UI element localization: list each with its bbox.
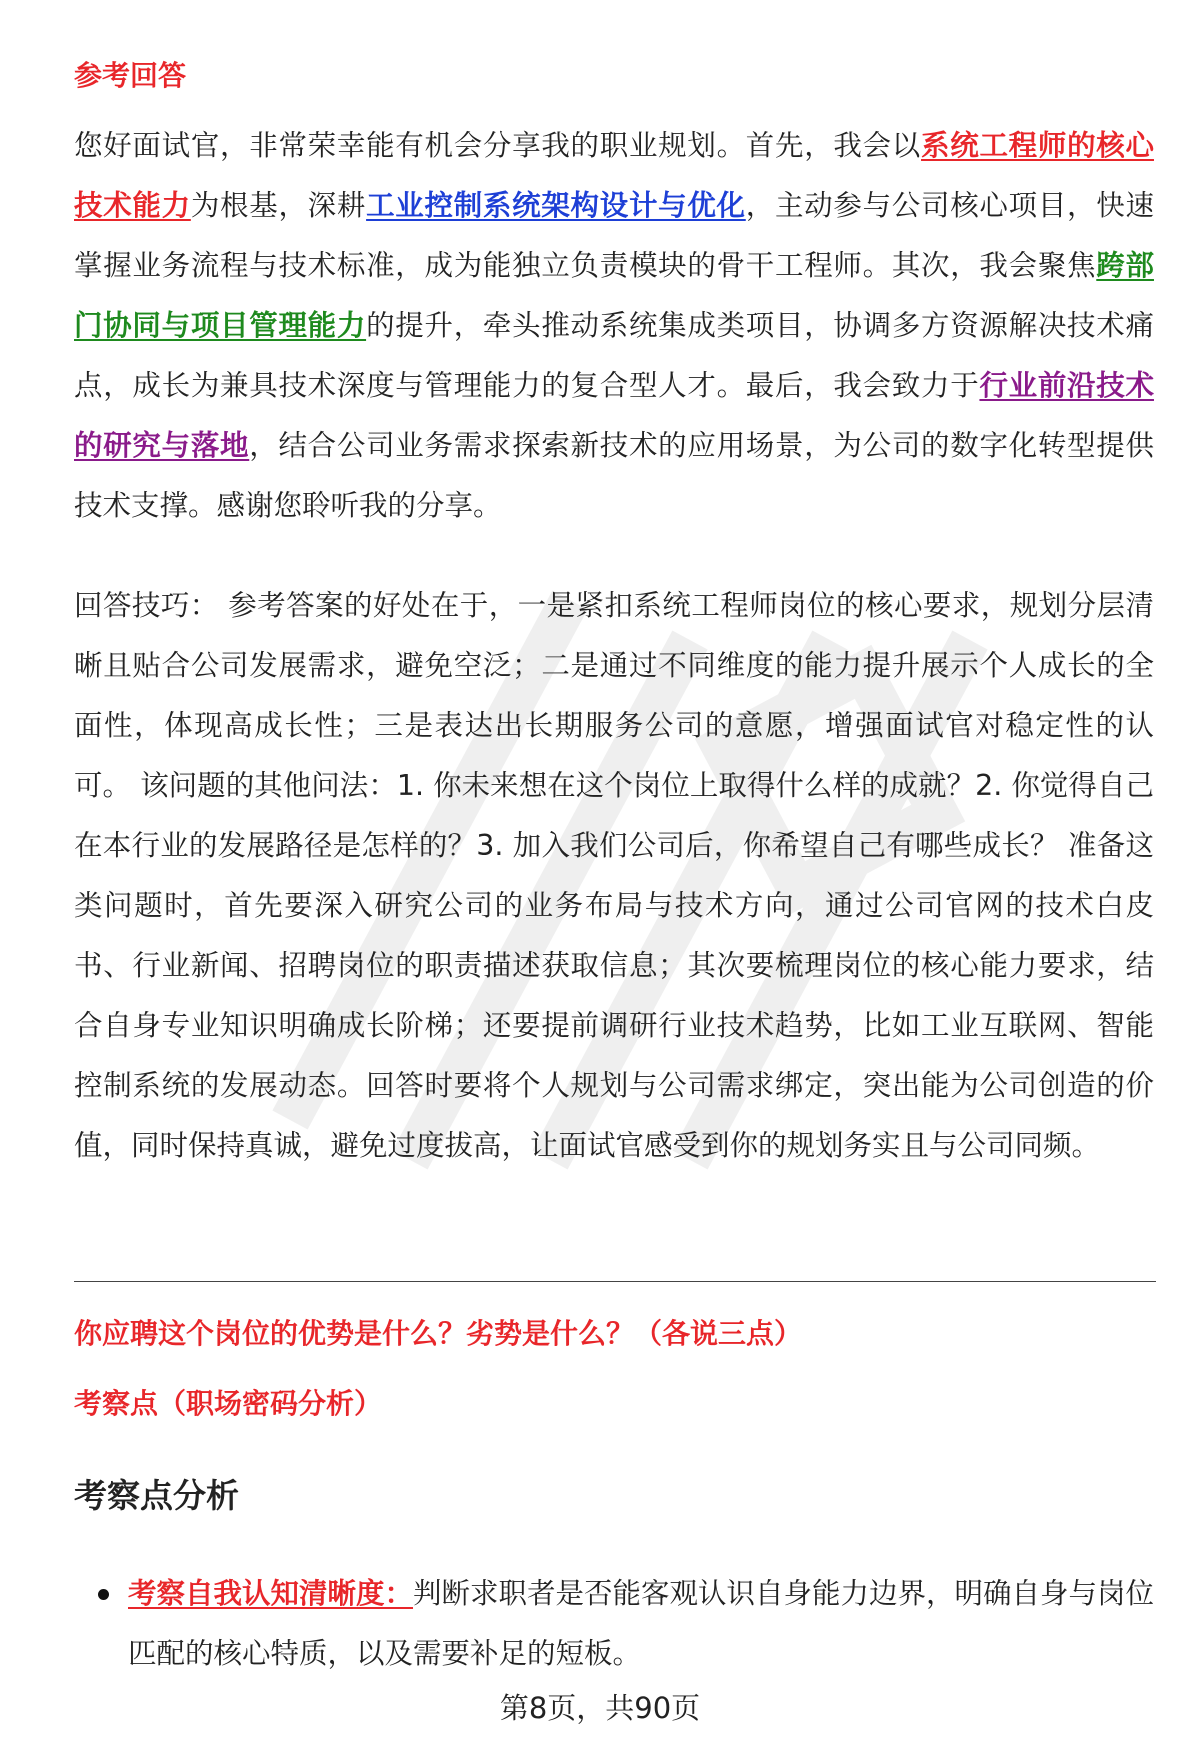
answer-text-5: ，结合公司业务需求探索新技术的应用场景，为公司的数字化转型提供技术支撑。感谢您聆听我的分享。 xyxy=(74,429,1154,522)
page-number: 第8页，共90页 xyxy=(499,1691,701,1725)
bullet-text: 判断求职者是否能客观认识自身能力边界，明确自身与岗位匹配的核心特质，以及需要补足的短板。 xyxy=(128,1577,1155,1670)
bullet-icon xyxy=(98,1589,109,1600)
question-title: 你应聘这个岗位的优势是什么？劣势是什么？（各说三点） xyxy=(74,1317,803,1350)
highlight-frontier-tech: 行业前沿技术的研究与落地 xyxy=(74,369,1154,462)
answer-heading: 参考回答 xyxy=(74,59,187,92)
analysis-list xyxy=(74,1564,1156,1684)
highlight-core-tech: 系统工程师的核心技术能力 xyxy=(74,129,1154,222)
section-heading: 考察点分析 xyxy=(74,1476,239,1515)
list-item xyxy=(74,1564,1156,1684)
highlight-architecture: 工业控制系统架构设计与优化 xyxy=(366,189,746,222)
answer-text-2: 为根基，深耕 xyxy=(190,189,367,222)
answer-paragraph xyxy=(74,116,1154,536)
bullet-label: 考察自我认知清晰度： xyxy=(128,1577,414,1610)
answer-text-1: 您好面试官，非常荣幸能有机会分享我的职业规划。首先，我会以 xyxy=(74,129,922,162)
answer-text-4: 的提升，牵头推动系统集成类项目，协调多方资源解决技术痛点，成长为兼具技术深度与管理能力的复合型人才。最后，我会致力于 xyxy=(74,309,1154,402)
question-subtitle: 考察点（职场密码分析） xyxy=(74,1387,383,1420)
highlight-collaboration: 跨部门协同与项目管理能力 xyxy=(74,249,1154,342)
tips-paragraph: 回答技巧： 参考答案的好处在于，一是紧扣系统工程师岗位的核心要求，规划分层清晰且贴合公司发展需求，避免空泛；二是通过不同维度的能力提升展示个人成长的全面性，体现高成长性；三是表达出长期服务公司的意愿，增强面试官对稳定性的认可。 该问题的其他问法：1. 你未来想在这个岗位上取得什么样的成就？2. 你觉得自己在本行业的发展路径是怎样的？3. 加入我们公司后，你希望自己有哪些成长？ 准备这类问题时，首先要深入研究公司的业务布局与技术方向，通过公司官网的技术白皮书、行业新闻、招聘岗位的职责描述获取信息；其次要梳理岗位的核心能力要求，结合自身专业知识明确成长阶梯；还要提前调研行业技术趋势，比如工业互联网、智能控制系统的发展动态。回答时要将个人规划与公司需求绑定，突出能为公司创造的价值，同时保持真诚，避免过度拔高，让面试官感受到你的规划务实且与公司同频。 xyxy=(74,589,1154,1162)
section-divider xyxy=(74,1281,1156,1282)
answer-text-3: ，主动参与公司核心项目，快速掌握业务流程与技术标准，成为能独立负责模块的骨干工程师。其次，我会聚焦 xyxy=(74,189,1154,282)
